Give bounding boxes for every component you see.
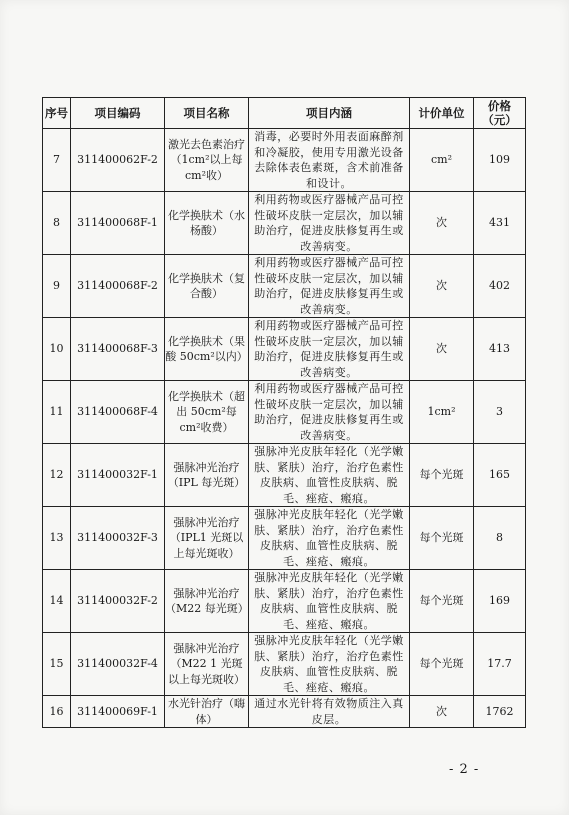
cell-code: 311400068F-1 — [71, 192, 165, 255]
table-row — [43, 507, 526, 570]
cell-no: 10 — [43, 318, 71, 381]
cell-content: 利用药物或医疗器械产品可控性破坏皮肤一定层次，加以辅助治疗，促进皮肤修复再生或改善病变。 — [249, 318, 410, 381]
cell-unit: 每个光斑 — [410, 633, 474, 696]
cell-no: 13 — [43, 507, 71, 570]
cell-name: 水光针治疗（嗨体） — [165, 696, 249, 728]
table-row — [43, 129, 526, 192]
cell-content: 消毒，必要时外用表面麻醉剂和冷凝胶，使用专用激光设备去除体表色素斑，含术前准备和设计。 — [249, 129, 410, 192]
header-code: 项目编码 — [71, 98, 165, 129]
cell-price: 3 — [474, 381, 526, 444]
cell-no: 15 — [43, 633, 71, 696]
cell-price: 1762 — [474, 696, 526, 728]
cell-price: 8 — [474, 507, 526, 570]
cell-code: 311400068F-3 — [71, 318, 165, 381]
cell-name: 强脉冲光治疗（IPL1 光斑以上每光斑收） — [165, 507, 249, 570]
cell-unit: 次 — [410, 255, 474, 318]
cell-content: 利用药物或医疗器械产品可控性破坏皮肤一定层次，加以辅助治疗，促进皮肤修复再生或改善病变。 — [249, 381, 410, 444]
table-row — [43, 696, 526, 728]
cell-content: 强脉冲光皮肤年轻化（光学嫩肤、紧肤）治疗，治疗色素性皮肤病、血管性皮肤病、脱毛、痤疮、瘢痕。 — [249, 633, 410, 696]
table-row — [43, 570, 526, 633]
cell-name: 强脉冲光治疗（M22 1 光斑以上每光斑收） — [165, 633, 249, 696]
cell-no: 7 — [43, 129, 71, 192]
header-content: 项目内涵 — [249, 98, 410, 129]
cell-price: 109 — [474, 129, 526, 192]
cell-name: 强脉冲光治疗（IPL 每光斑） — [165, 444, 249, 507]
cell-no: 12 — [43, 444, 71, 507]
header-price: 价格（元） — [474, 98, 526, 129]
cell-unit: cm² — [410, 129, 474, 192]
table-header-row — [43, 98, 526, 129]
cell-unit: 次 — [410, 192, 474, 255]
cell-code: 311400032F-1 — [71, 444, 165, 507]
cell-name: 激光去色素治疗（1cm²以上每cm²收） — [165, 129, 249, 192]
cell-unit: 每个光斑 — [410, 444, 474, 507]
cell-content: 强脉冲光皮肤年轻化（光学嫩肤、紧肤）治疗，治疗色素性皮肤病、血管性皮肤病、脱毛、痤疮、瘢痕。 — [249, 507, 410, 570]
cell-unit: 每个光斑 — [410, 570, 474, 633]
cell-price: 402 — [474, 255, 526, 318]
cell-price: 17.7 — [474, 633, 526, 696]
price-table — [42, 97, 526, 728]
cell-unit: 1cm² — [410, 381, 474, 444]
cell-content: 通过水光针将有效物质注入真皮层。 — [249, 696, 410, 728]
cell-code: 311400032F-2 — [71, 570, 165, 633]
header-name: 项目名称 — [165, 98, 249, 129]
cell-no: 8 — [43, 192, 71, 255]
cell-name: 化学换肤术（果酸 50cm²以内） — [165, 318, 249, 381]
cell-unit: 次 — [410, 318, 474, 381]
table-row — [43, 381, 526, 444]
cell-code: 311400068F-4 — [71, 381, 165, 444]
cell-no: 14 — [43, 570, 71, 633]
cell-no: 11 — [43, 381, 71, 444]
cell-code: 311400032F-3 — [71, 507, 165, 570]
header-unit: 计价单位 — [410, 98, 474, 129]
cell-price: 431 — [474, 192, 526, 255]
cell-name: 化学换肤术（水杨酸） — [165, 192, 249, 255]
page-number: - 2 - — [449, 762, 480, 777]
cell-price: 165 — [474, 444, 526, 507]
cell-name: 化学换肤术（超出 50cm²每 cm²收费） — [165, 381, 249, 444]
cell-content: 利用药物或医疗器械产品可控性破坏皮肤一定层次，加以辅助治疗，促进皮肤修复再生或改善病变。 — [249, 255, 410, 318]
table-row — [43, 318, 526, 381]
table-row — [43, 444, 526, 507]
header-no: 序号 — [43, 98, 71, 129]
cell-code: 311400032F-4 — [71, 633, 165, 696]
cell-content: 强脉冲光皮肤年轻化（光学嫩肤、紧肤）治疗，治疗色素性皮肤病、血管性皮肤病、脱毛、痤疮、瘢痕。 — [249, 570, 410, 633]
table-row — [43, 192, 526, 255]
cell-unit: 每个光斑 — [410, 507, 474, 570]
cell-name: 强脉冲光治疗（M22 每光斑） — [165, 570, 249, 633]
cell-price: 169 — [474, 570, 526, 633]
cell-unit: 次 — [410, 696, 474, 728]
cell-code: 311400069F-1 — [71, 696, 165, 728]
cell-content: 利用药物或医疗器械产品可控性破坏皮肤一定层次，加以辅助治疗，促进皮肤修复再生或改善病变。 — [249, 192, 410, 255]
cell-content: 强脉冲光皮肤年轻化（光学嫩肤、紧肤）治疗，治疗色素性皮肤病、血管性皮肤病、脱毛、痤疮、瘢痕。 — [249, 444, 410, 507]
table-row — [43, 633, 526, 696]
cell-price: 413 — [474, 318, 526, 381]
cell-name: 化学换肤术（复合酸） — [165, 255, 249, 318]
cell-no: 16 — [43, 696, 71, 728]
cell-code: 311400068F-2 — [71, 255, 165, 318]
cell-no: 9 — [43, 255, 71, 318]
cell-code: 311400062F-2 — [71, 129, 165, 192]
table-row — [43, 255, 526, 318]
